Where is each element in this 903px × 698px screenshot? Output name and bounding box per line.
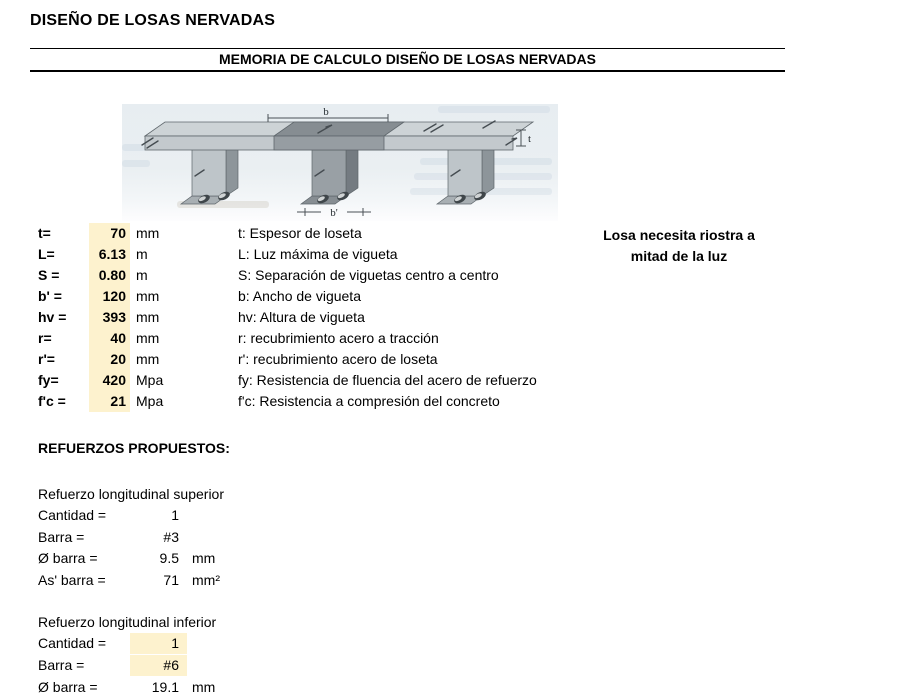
top-reinf-row-area (0, 570, 903, 591)
param-label: t= (38, 225, 51, 241)
reinf-value-cell: 1 (171, 507, 179, 523)
side-note-line2: mitad de la luz (630, 248, 728, 264)
param-label: r'= (38, 351, 55, 367)
param-row-fy (0, 370, 903, 391)
section-header: MEMORIA DE CALCULO DISEÑO DE LOSAS NERVADAS (219, 51, 596, 67)
bottom-reinf-row-diametro (0, 677, 903, 698)
top-reinforcement-title: Refuerzo longitudinal superior (38, 486, 224, 502)
bottom-reinforcement-title: Refuerzo longitudinal inferior (38, 614, 217, 630)
page-title: DISEÑO DE LOSAS NERVADAS (30, 12, 276, 29)
param-value-cell[interactable]: 70 (89, 223, 130, 244)
top-reinf-row-barra (0, 527, 903, 548)
slab-flange (145, 122, 533, 150)
param-row-L (0, 244, 903, 265)
bottom-reinf-row-barra (0, 655, 903, 676)
top-reinf-row-cantidad (0, 505, 903, 526)
param-label: b' = (38, 288, 62, 304)
reinf-label: Cantidad = (38, 507, 107, 523)
param-description: fy: Resistencia de fluencia del acero de refuerzo (238, 372, 537, 388)
reinf-label: Ø barra = (38, 550, 98, 566)
reinf-label: Barra = (38, 657, 85, 673)
param-value-cell[interactable]: 40 (89, 328, 130, 349)
reinf-label: Ø barra = (38, 679, 98, 695)
reinf-value-cell: 19.1 (151, 679, 179, 695)
param-label: L= (38, 246, 55, 262)
param-value-cell[interactable]: 120 (89, 286, 130, 307)
dimension-b-prime-label: b' (330, 207, 338, 219)
param-row-b-prime (0, 286, 903, 307)
reinf-value-cell: #3 (163, 529, 179, 545)
reinf-value-cell: 71 (163, 572, 179, 588)
reinf-unit: mm² (192, 572, 220, 588)
param-unit: mm (136, 351, 160, 367)
slab-cross-section-figure (122, 104, 558, 221)
param-unit: Mpa (136, 372, 164, 388)
param-value-cell[interactable]: 393 (89, 307, 130, 328)
reinf-label: As' barra = (38, 572, 106, 588)
param-value-cell[interactable]: 21 (89, 391, 130, 412)
side-note-line1: Losa necesita riostra a (603, 227, 755, 243)
param-unit: mm (136, 309, 160, 325)
param-unit: mm (136, 288, 160, 304)
param-row-r-prime (0, 349, 903, 370)
param-label: S = (38, 267, 60, 283)
top-reinf-row-diametro (0, 548, 903, 569)
param-unit: mm (136, 225, 160, 241)
param-row-hv (0, 307, 903, 328)
param-label: hv = (38, 309, 67, 325)
param-value-cell[interactable]: 0.80 (89, 265, 130, 286)
param-row-r (0, 328, 903, 349)
header-rule-bottom (30, 70, 785, 72)
param-description: r: recubrimiento acero a tracción (238, 330, 439, 346)
dimension-t-label: t (528, 133, 532, 145)
param-value-cell[interactable]: 20 (89, 349, 130, 370)
param-label: f'c = (38, 393, 66, 409)
param-value-cell[interactable]: 420 (89, 370, 130, 391)
reinf-value-cell[interactable]: #6 (130, 655, 187, 676)
param-description: r': recubrimiento acero de loseta (238, 351, 438, 367)
param-description: L: Luz máxima de vigueta (238, 246, 398, 262)
reinf-label: Barra = (38, 529, 85, 545)
reinf-value-cell: 9.5 (159, 550, 179, 566)
param-unit: Mpa (136, 393, 164, 409)
param-label: r= (38, 330, 52, 346)
param-description: hv: Altura de vigueta (238, 309, 365, 325)
param-unit: m (136, 267, 148, 283)
param-unit: mm (136, 330, 160, 346)
param-description: f'c: Resistencia a compresión del concreto (238, 393, 500, 409)
param-value-cell[interactable]: 6.13 (89, 244, 130, 265)
header-rule-top (30, 48, 785, 49)
param-description: t: Espesor de loseta (238, 225, 362, 241)
reinf-value-cell[interactable]: 1 (130, 633, 187, 654)
reinf-unit: mm (192, 679, 216, 695)
param-description: b: Ancho de vigueta (238, 288, 361, 304)
param-row-S (0, 265, 903, 286)
param-unit: m (136, 246, 148, 262)
param-row-t (0, 223, 903, 244)
reinf-label: Cantidad = (38, 635, 107, 651)
bottom-reinf-row-cantidad (0, 633, 903, 654)
param-row-fc (0, 391, 903, 412)
slab-cross-section-drawing (122, 104, 558, 221)
dimension-b-label: b (323, 106, 329, 118)
reinf-unit: mm (192, 550, 216, 566)
reinforcement-section-title: REFUERZOS PROPUESTOS: (38, 440, 230, 456)
param-description: S: Separación de viguetas centro a centro (238, 267, 499, 283)
param-label: fy= (38, 372, 59, 388)
